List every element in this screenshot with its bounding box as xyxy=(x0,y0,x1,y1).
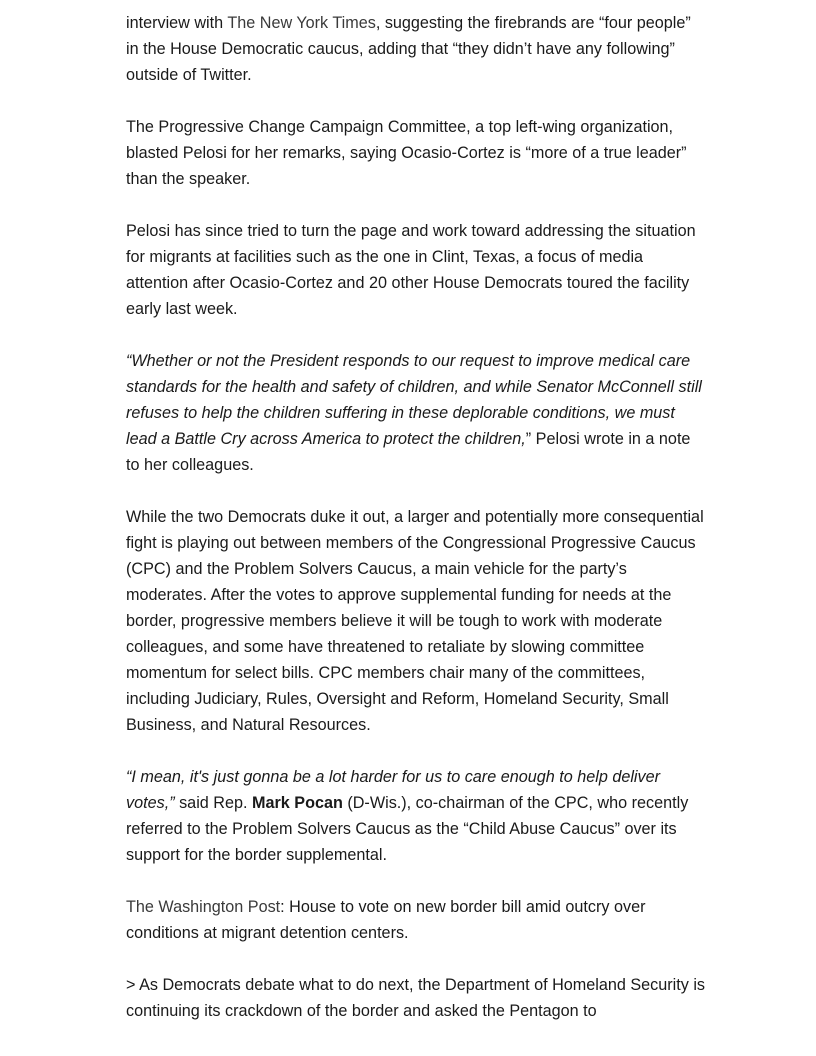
nyt-link[interactable]: The New York Times xyxy=(227,14,376,32)
paragraph-pocan-quote xyxy=(126,764,706,868)
paragraph-wapo xyxy=(126,894,706,946)
paragraph-text: , suggesting the firebrands are “four people” in the House Democratic caucus, adding that “they didn’t have any following” outside of Twitter. xyxy=(126,14,691,84)
pelosi-quote: “Whether or not the President responds to our request to improve medical care standards for the health and safety of children, and while Senator McConnell still refuses to help the children suffering in these deplorable conditions, we must lead a Battle Cry across America to protect the children, xyxy=(126,352,702,448)
paragraph-text: : House to vote on new border bill amid outcry over conditions at migrant detention centers. xyxy=(126,898,646,942)
paragraph-dhs xyxy=(126,972,706,1024)
pocan-name: Mark Pocan xyxy=(251,794,343,812)
wapo-link[interactable]: The Washington Post xyxy=(126,898,281,916)
paragraph-cpc-fight: While the two Democrats duke it out, a larger and potentially more consequential fight is playing out between members of the Congressional Progressive Caucus (CPC) and the Problem Solvers Caucus, a main vehicle for the party’s moderates. After the votes to approve supplemental funding for needs at the border, progressive members believe it will be tough to work with moderate colleagues, and some have threatened to retaliate by slowing committee momentum for select bills. CPC members chair many of the committees, including Judiciary, Rules, Oversight and Reform, Homeland Security, Small Business, and Natural Resources. xyxy=(126,508,704,734)
paragraph-text: As Democrats debate what to do next, the Department of Homeland Security is continuing its crackdown of the border and asked the Pentagon to xyxy=(126,976,706,1020)
paragraph-nyt-interview xyxy=(126,10,706,88)
paragraph-text: (D-Wis.), co-chairman of the CPC, who recently referred to the Problem Solvers Caucus as the “Child Abuse Caucus” over its support for the border supplemental. xyxy=(126,794,689,864)
paragraph-text: ” Pelosi wrote in a note to her colleagues. xyxy=(126,430,691,474)
paragraph-pelosi-quote xyxy=(126,348,706,478)
paragraph-text: said Rep. xyxy=(174,794,252,812)
paragraph-text: interview with xyxy=(126,14,228,32)
paragraph-pelosi-turn-page: Pelosi has since tried to turn the page and work toward addressing the situation for migrants at facilities such as the one in Clint, Texas, a focus of media attention after Ocasio-Cortez and 20 other House Democrats toured the facility early last week. xyxy=(126,222,696,318)
pocan-quote: “I mean, it's just gonna be a lot harder for us to care enough to help deliver votes,” xyxy=(126,768,660,812)
paragraph-pccc: The Progressive Change Campaign Committee, a top left-wing organization, blasted Pelosi for her remarks, saying Ocasio-Cortez is “more of a true leader” than the speaker. xyxy=(126,118,687,188)
bullet-marker: > xyxy=(126,976,136,994)
article-body xyxy=(126,10,706,1050)
